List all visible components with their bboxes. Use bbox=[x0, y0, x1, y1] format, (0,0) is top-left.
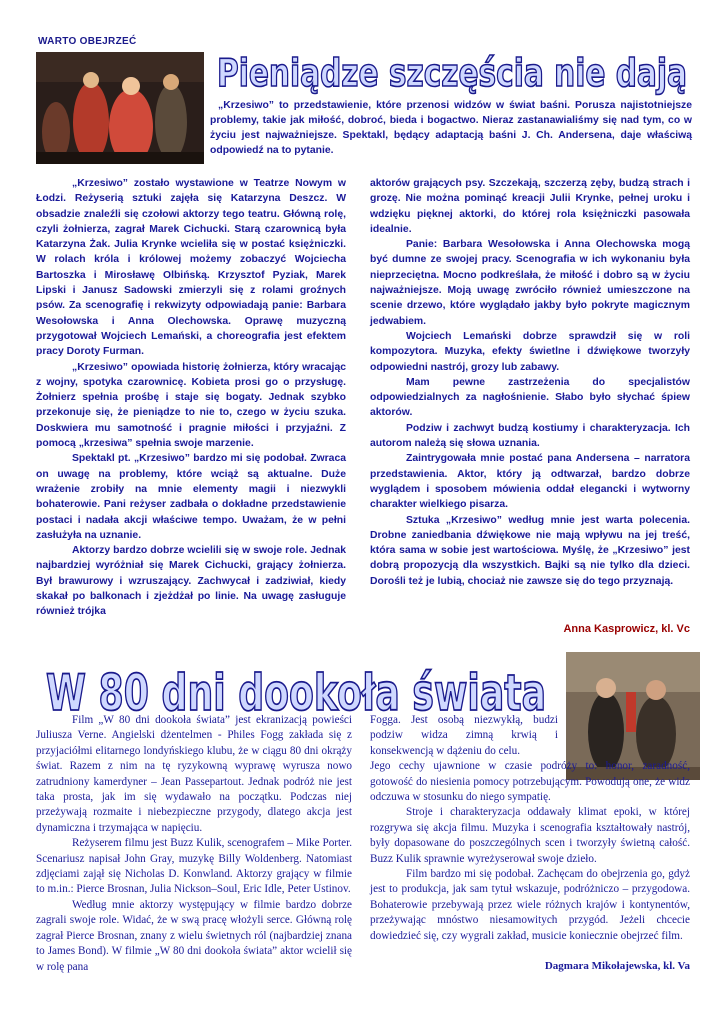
paragraph: Film „W 80 dni dookoła świata” jest ekranizacją powieści Juliusza Verne. Angielski dżentelmen - Philes Fogg zakłada się z przyjaciółmi elitarnego londyńskiego klubu, że w ciągu 80 dni okrąży świat. Razem z nim na tę ryzykowną wyprawę wyrusza nowo zatrudniony kamerdyner – Jean Passepartout. Jednak podróż nie jest taka prosta, jak im się wydawało na początku. Podczas niej przeżywają rozmaite i niebezpieczne przygody, dlatego akcja jest dynamiczna i trzymająca w napięciu. bbox=[36, 714, 352, 834]
paragraph: Spektakl pt. „Krzesiwo” bardzo mi się podobał. Zwraca on uwagę na problemy, które wciąż są aktualne. Duże wrażenie zrobiły na mnie elementy magii i niezwykli bohaterowie. Pani reżyser zadbała o dokładne przedstawienie postaci i nadała akcji właściwe tempo. Uważam, że w pełni zasłużyła na uznanie. bbox=[36, 453, 346, 541]
theater-photo bbox=[36, 52, 204, 164]
article-title-text: W 80 dni dookoła świata bbox=[46, 664, 546, 722]
article-intro bbox=[210, 98, 692, 158]
paragraph: aktorów grających psy. Szczekają, szczerzą zęby, budzą strach i grozę. Nie można pominąć kreacji Julii Krynke, pełnej uroku i wdzięku pięknej aktorki, do której rola księżniczki pasowała idealnie. bbox=[370, 178, 690, 235]
paragraph: Jego cechy ujawnione w czasie podróży to: honor, zaradność, gotowość do niesienia pomocy potrzebującym. Powodują one, że widz odczuwa w stosunku do niego sympatię. bbox=[370, 760, 690, 804]
article2-column-right bbox=[370, 713, 690, 944]
author-signature: Anna Kasprowicz, kl. Vc bbox=[563, 623, 690, 635]
author-signature: Dagmara Mikołajewska, kl. Va bbox=[544, 960, 690, 972]
article1-column-left bbox=[36, 176, 346, 620]
paragraph: Fogga. Jest osobą niezwykłą, budzi podziw widza zimną krwią i konsekwencją w dążeniu do celu. bbox=[370, 714, 558, 757]
section-label: WARTO OBEJRZEĆ bbox=[38, 36, 137, 47]
article-title-krzesiwo bbox=[210, 42, 694, 100]
paragraph: Reżyserem filmu jest Buzz Kulik, scenografem – Mike Porter. Scenariusz napisał John Gray, muzykę Billy Woldenberg. Natomiast zdjęciami zajął się Nicholas D. Konwland. Aktorzy grający w filmie to m.in.: Pierce Brosnan, Julia Nickson–Soul, Eric Idle, Peter Ustinov. bbox=[36, 837, 352, 896]
paragraph: „Krzesiwo” zostało wystawione w Teatrze Nowym w Łodzi. Reżyserią sztuki zajęła się Katarzyna Deszcz. W obsadzie znaleźli się czołowi aktorzy tego teatru. Główną rolę, czyli żołnierza, zagrał Marek Cichucki. Starą czarownicą była Katarzyna Żak. Julia Krynke wcieliła się w postać księżniczki. W rolach króla i królowej możemy zobaczyć Wojciecha Bartoszka i Mirosławę Olbińską. Krzysztof Pyziak, Marek Lipski i Janusz Sadowski zmierzyli się z rolami groźnych psów. Za scenografię i rekwizyty odpowiadają panie: Barbara Wesołowska i Anna Olechowska. Oprawę muzyczną przygotował Wojciech Lemański, a choreografia jest efektem pracy Doroty Furman. bbox=[36, 178, 346, 358]
paragraph: Stroje i charakteryzacja oddawały klimat epoki, w której rozgrywa się akcja filmu. Muzyka i scenografia kształtowały nastrój, były dopasowane do poszczególnych scen i tworzyły świetną całość. Buzz Kulik sprawnie wyreżyserował swoje dzieło. bbox=[370, 806, 690, 865]
paragraph: Zaintrygowała mnie postać pana Andersena – narratora przedstawienia. Aktor, który ją odtwarzał, bardzo dobrze wyglądem i sposobem mówienia oddał elegancki i wytworny charakter wielkiego pisarza. bbox=[370, 453, 690, 511]
paragraph: „Krzesiwo” opowiada historię żołnierza, który wracając z wojny, spotyka czarownicę. Kobieta prosi go o przysługę. Żołnierz spełnia prośbę i staje się bogaty. Jednak szybko przekonuje się, że pieniądze to nie to, czego w życiu szuka. Doskwiera mu samotność i pragnie miłości i przyjaźni. Z pomocą „krzesiwa” spełnia swoje marzenie. bbox=[36, 361, 346, 450]
paragraph: Mam pewne zastrzeżenia do specjalistów odpowiedzialnych za nagłośnienie. Słabo było słychać śpiew aktorów. bbox=[370, 376, 690, 419]
article-title-text: Pieniądze szczęścia nie dają bbox=[217, 51, 687, 95]
paragraph: Według mnie aktorzy występujący w filmie bardzo dobrze zagrali swoje role. Widać, że w swą pracę włożyli serce. Główną rolę zagrał Pierce Brosnan, znany z wielu świetnych ról (najbardziej znana to James Bond). W filmie „W 80 dni dookoła świata” aktor wcielił się w rolę pana bbox=[36, 898, 352, 973]
paragraph: Sztuka „Krzesiwo” według mnie jest warta polecenia. Drobne zaniedbania dźwiękowe nie mają wpływu na jej treść, która sama w sobie jest wartościowa. Myślę, że „Krzesiwo” jest dobrą propozycją dla wszystkich. Bajki są nie tylko dla dzieci. Dorośli też je lubią, chociaż nie zawsze się do tego przyznają. bbox=[370, 514, 690, 587]
paragraph: Film bardzo mi się podobał. Zachęcam do obejrzenia go, gdyż jest to produkcja, jak sam tytuł wskazuje, podróżniczo – przygodowa. Bohaterowie przebywają przez wiele różnych krajów i kontynentów, przeżywając mnóstwo niesamowitych przygód. Jeżeli chcecie dowiedzieć się, czy wygrali zakład, musicie koniecznie obejrzeć film. bbox=[370, 868, 690, 942]
paragraph: Wojciech Lemański dobrze sprawdził się w roli kompozytora. Muzyka, efekty świetlne i dźwiękowe tworzyły odpowiedni nastrój, grozy lub zabawy. bbox=[370, 330, 690, 373]
paragraph: Podziw i zachwyt budzą kostiumy i charakteryzacja. Ich autorom należą się słowa uznania. bbox=[370, 422, 690, 450]
paragraph: Panie: Barbara Wesołowska i Anna Olechowska mogą być dumne ze swojej pracy. Scenografia w ich wykonaniu była nieprzeciętna. Mocno podkreślała, że miłość i dobro są w życiu najważniejsze. Moją uwagę zwróciło również umieszczone na scenie drzewo, które wyglądało jakby było pokryte magicznym jedwabiem. bbox=[370, 239, 690, 327]
intro-paragraph: „Krzesiwo” to przedstawienie, które przenosi widzów w świat baśni. Porusza najistotniejsze problemy, takie jak miłość, dobroć, bieda i bogactwo. Nieraz zastanawialiśmy się nad tym, co w życiu jest najważniejsze. Spektakl, będący adaptacją baśni J. Ch. Andersena, daje właściwą odpowiedź na to pytanie. bbox=[210, 100, 692, 156]
article2-column-left bbox=[36, 713, 352, 975]
article1-column-right bbox=[370, 176, 690, 589]
paragraph: Aktorzy bardzo dobrze wcielili się w swoje role. Jednak najbardziej wyróżniał się Marek Cichucki, grający żołnierza. Był brawurowy i wzruszający. Zachwycał i zadziwiał, kiedy skakał po balkonach i zjeżdżał po linie. Na uwagę zasługuje również trójka bbox=[36, 545, 346, 618]
